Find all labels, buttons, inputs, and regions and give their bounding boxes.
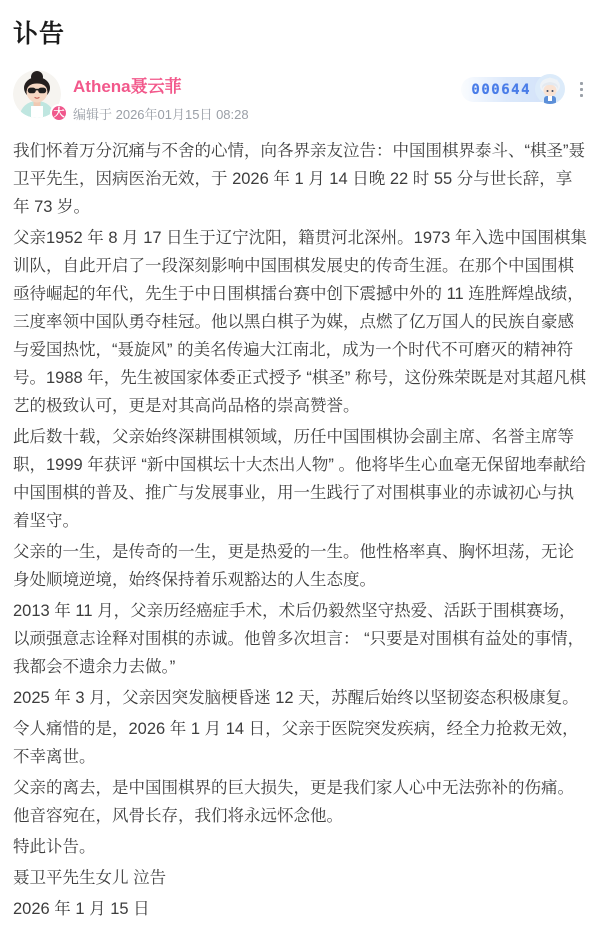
paragraph-biography: 父亲1952 年 8 月 17 日生于辽宁沈阳，籍贯河北深州。1973 年入选中国围棋集训队，自此开启了一段深刻影响中国围棋发展史的传奇生涯。在那个中国围棋亟待崛起的年代，先生于中日围棋擂台赛中创下震撼中外的 11 连胜辉煌战绩，三度率领中国队勇夺桂冠。他以黑白棋子为媒，点燃了亿万国人的民族自豪感与爱国热忱，“聂旋风” 的美名传遍大江南北，成为一个时代不可磨灭的精神符号。1988 年，先生被国家体委正式授予 “棋圣” 称号，这份殊荣既是对其超凡棋艺的极致认可，更是对其高尚品格的崇高赞誉。 <box>13 229 587 415</box>
closing-line: 特此讣告。 <box>13 838 96 856</box>
paragraph-2025: 2025 年 3 月，父亲因突发脑梗昏迷 12 天，苏醒后始终以坚韧姿态积极康复。 <box>13 689 579 707</box>
paragraph-opening: 我们怀着万分沉痛与不舍的心情，向各界亲友泣告：中国围棋界泰斗、“棋圣”聂卫平先生，因病医治无效，于 2026 年 1 月 14 日晚 22 时 55 分与世长辞，享年 73 岁。 <box>13 142 585 216</box>
paragraph-career: 此后数十载，父亲始终深耕围棋领域，历任中国围棋协会副主席、名誉主席等职，1999 年获评 “新中国棋坛十大杰出人物” 。他将毕生心血毫无保留地奉献给中国围棋的普及、推广与发展事业，用一生践行了对围棋事业的赤诚初心与执着坚守。 <box>13 428 586 530</box>
post-edited-timestamp: 编辑于 2026年01月15日 08:28 <box>73 107 249 122</box>
paragraph-character: 父亲的一生，是传奇的一生，更是热爱的一生。他性格率真、胸怀坦荡，无论身处顺境逆境，始终保持着乐观豁达的人生态度。 <box>13 543 574 589</box>
counter-avatar-icon <box>534 73 566 105</box>
author-info <box>73 70 461 123</box>
author-name[interactable]: Athena聂云菲 <box>73 77 182 96</box>
post-header <box>13 70 587 123</box>
signature-line: 聂卫平先生女儿 泣告 <box>13 869 167 887</box>
more-menu-icon[interactable] <box>576 77 587 102</box>
visitor-counter-widget[interactable] <box>461 77 563 102</box>
author-avatar[interactable] <box>13 70 65 119</box>
page-title: 讣告 <box>13 20 66 48</box>
paragraph-2013: 2013 年 11 月，父亲历经癌症手术，术后仍毅然坚守热爱、活跃于围棋赛场，以顽强意志诠释对围棋的赤诚。他曾多次坦言： “只要是对围棋有益处的事情，我都会不遗余力去做。” <box>13 602 585 676</box>
visitor-count: 000644 <box>471 81 531 98</box>
paragraph-passing: 令人痛惜的是，2026 年 1 月 14 日，父亲于医院突发疾病，经全力抢救无效，不幸离世。 <box>13 720 579 766</box>
paragraph-mourning: 父亲的离去，是中国围棋界的巨大损失，更是我们家人心中无法弥补的伤痛。他音容宛在，风骨长存，我们将永远怀念他。 <box>13 779 574 825</box>
header-actions <box>461 70 587 102</box>
post-content <box>13 137 587 923</box>
date-line: 2026 年 1 月 15 日 <box>13 900 150 918</box>
avatar-level-badge: 大 <box>50 104 68 122</box>
